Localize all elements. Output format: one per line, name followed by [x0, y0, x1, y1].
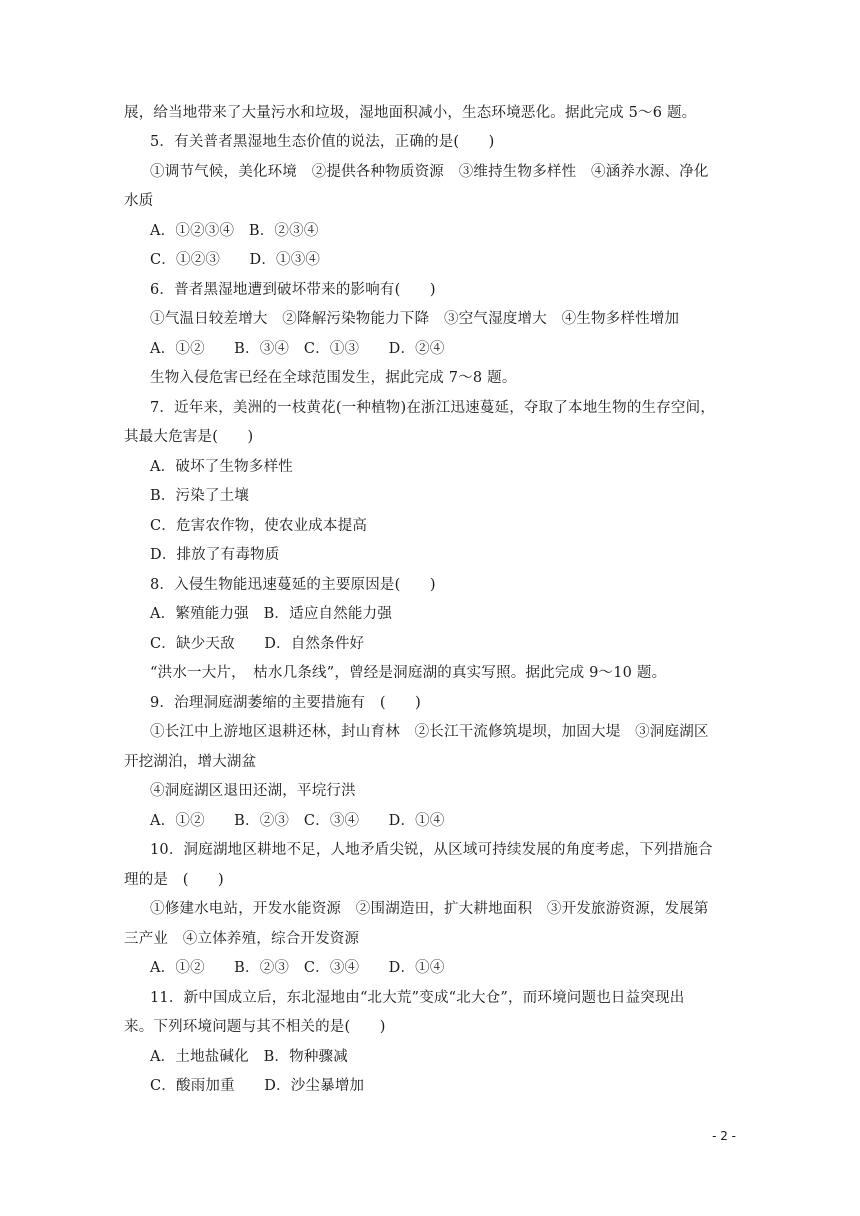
section-intro-7-8: 生物入侵危害已经在全球范围发生，据此完成 7～8 题。 [150, 370, 517, 386]
question-6-options: A．①② B．③④ C．①③ D．②④ [150, 341, 445, 357]
question-10-stem: 10．洞庭湖地区耕地不足，人地矛盾尖锐，从区域可持续发展的角度考虑，下列措施合 [150, 842, 713, 858]
question-11-stem: 11．新中国成立后，东北湿地由“北大荒”变成“北大仓”，而环境问题也日益突现出 [150, 990, 685, 1006]
question-9-statements: ①长江中上游地区退耕还林，封山育林 ②长江干流修筑堤坝，加固大堤 ③洞庭湖区 [150, 724, 709, 740]
question-9-options: A．①② B．②③ C．③④ D．①④ [150, 813, 445, 829]
question-11-options-ab: A．土地盐碱化 B．物种骤减 [150, 1049, 348, 1065]
question-10-options: A．①② B．②③ C．③④ D．①④ [150, 960, 445, 976]
question-10-statements: ①修建水电站，开发水能资源 ②围湖造田，扩大耕地面积 ③开发旅游资源，发展第 [150, 901, 709, 917]
question-7-option-b: B．污染了土壤 [150, 488, 250, 504]
question-8-stem: 8．入侵生物能迅速蔓延的主要原因是( ) [150, 577, 436, 593]
question-7-option-a: A．破坏了生物多样性 [150, 459, 293, 475]
question-10-stem-continued: 理的是 ( ) [124, 872, 224, 888]
question-5-statements-continued: 水质 [124, 193, 154, 209]
question-7-stem: 7．近年来，美洲的一枝黄花(一种植物)在浙江迅速蔓延，夺取了本地生物的生存空间， [150, 400, 716, 416]
question-8-options-ab: A．繁殖能力强 B．适应自然能力强 [150, 606, 393, 622]
question-7-stem-continued: 其最大危害是( ) [124, 429, 254, 445]
page-number: - 2 - [712, 1129, 736, 1143]
question-9-stem: 9．治理洞庭湖萎缩的主要措施有 ( ) [150, 695, 422, 711]
question-6-stem: 6．普者黑湿地遭到破坏带来的影响有( ) [150, 282, 436, 298]
question-7-option-d: D．排放了有毒物质 [150, 547, 280, 563]
question-9-statement-4: ④洞庭湖区退田还湖，平垸行洪 [150, 783, 356, 799]
question-11-options-cd: C．酸雨加重 D．沙尘暴增加 [150, 1078, 365, 1094]
section-intro-9-10: “洪水一大片， 枯水几条线”，曾经是洞庭湖的真实写照。据此完成 9～10 题。 [150, 665, 667, 681]
question-10-statements-continued: 三产业 ④立体养殖，综合开发资源 [124, 931, 360, 947]
question-5-statements: ①调节气候，美化环境 ②提供各种物质资源 ③维持生物多样性 ④涵养水源、净化 [150, 164, 709, 180]
question-6-statements: ①气温日较差增大 ②降解污染物能力下降 ③空气湿度增大 ④生物多样性增加 [150, 311, 680, 327]
question-5-options-cd: C．①②③ D．①③④ [150, 252, 321, 268]
question-7-option-c: C．危害农作物，使农业成本提高 [150, 518, 368, 534]
question-5-stem: 5．有关普者黑湿地生态价值的说法，正确的是( ) [150, 134, 495, 150]
question-5-options-ab: A．①②③④ B．②③④ [150, 223, 319, 239]
question-8-options-cd: C．缺少天敌 D．自然条件好 [150, 636, 365, 652]
question-9-statements-continued: 开挖湖泊，增大湖盆 [124, 754, 257, 770]
question-11-stem-continued: 来。下列环境问题与其不相关的是( ) [124, 1019, 386, 1035]
text-line: 展，给当地带来了大量污水和垃圾，湿地面积减小，生态环境恶化。据此完成 5～6 题。 [124, 105, 697, 121]
